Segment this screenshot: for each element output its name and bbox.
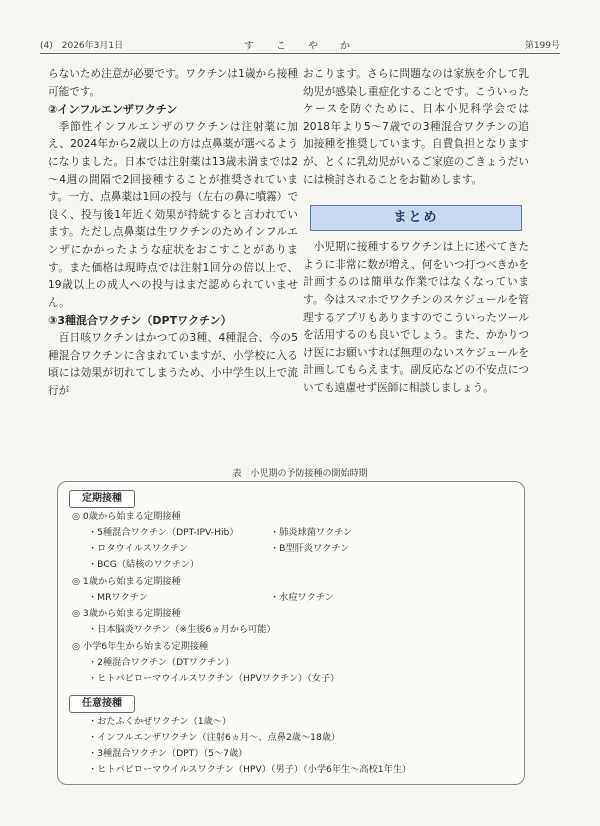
list-item: ・3種混合ワクチン（DPT）（5～7歳） [88,748,248,759]
list-item: ・MRワクチン [88,592,148,603]
vaccine-schedule-box [57,481,525,785]
list-item: ・ロタウイルスワクチン [88,543,189,554]
group-age0: ◎ 0歳から始まる定期接種 [72,511,181,522]
header-rule [40,53,560,54]
list-item: ・おたふくかぜワクチン（1歳～） [88,716,232,727]
paragraph-dpt-continued: おこります。さらに問題なのは家族を介して乳幼児が感染し重症化することです。こういったケースを防ぐために、日本小児科学会では2018年より5～7歳での3種混合ワクチンの追加接種を推奨しています。自費負担となりますが、とくに乳幼児がいるご家庭のごきょうだいには検討されることをお勧めします。 [303,68,529,186]
routine-section-title: 定期接種 [69,490,135,508]
optional-section-title: 任意接種 [69,695,135,713]
paragraph-continued: らないため注意が必要です。ワクチンは1歳から接種可能です。 [48,68,298,98]
list-item: ・BCG（結核のワクチン） [88,559,200,570]
list-item: ・ヒトパピローマウイルスワクチン（HPV）（男子）（小学6年生～高校1年生） [88,764,412,775]
list-item: ・2種混合ワクチン（DTワクチン） [88,657,235,668]
list-item: ・インフルエンザワクチン（注射6ヵ月～、点鼻2歳～18歳） [88,732,341,743]
list-item: ・水痘ワクチン [270,592,334,603]
summary-heading: まとめ [310,205,522,231]
list-item: ・肺炎球菌ワクチン [270,527,353,538]
right-column [303,66,529,398]
list-item: ・ヒトパピローマウイルスワクチン（HPVワクチン）（女子） [88,673,340,684]
group-grade6: ◎ 小学6年生から始まる定期接種 [72,641,209,652]
page-date: (4) 2026年3月1日 [40,41,124,51]
heading-influenza: ②インフルエンザワクチン [48,103,178,117]
page-header [40,38,560,52]
group-age1: ◎ 1歳から始まる定期接種 [72,576,181,587]
left-column [48,66,298,400]
issue-number: 第199号 [524,41,560,51]
paragraph-summary: 小児期に接種するワクチンは上に述べてきたように非常に数が増え、何をいつ打つべきかを計画するのは簡単な作業ではなくなっています。今はスマホでワクチンのスケジュールを管理するアプリもありますのでこういったツールを活用するのも良いでしょう。また、かかりつけ医にお願いすれば無理のないスケジュールを計画してもらえます。副反応などの不安点についても遠慮せず医師に相談しましょう。 [303,241,529,394]
paragraph-influenza: 季節性インフルエンザのワクチンは注射薬に加え、2024年から2歳以上の方は点鼻薬が選べるようになりました。日本では注射薬は13歳未満までは2～4週の間隔で2回接種することが推奨されています。一方、点鼻薬は1回の投与（左右の鼻に噴霧）で良く、投与後1年近く効果が持続すると言われています。ただし点鼻薬は生ワクチンのためインフルエンザにかかったような症状をおこすことがあります。また価格は現時点では注射1回分の倍以上で、19歳以上の成人への投与はまだ認められていません。 [48,120,298,309]
table-caption: 表 小児期の予防接種の開始時期 [232,469,368,479]
list-item: ・5種混合ワクチン（DPT-IPV-Hib） [88,527,239,538]
list-item: ・B型肝炎ワクチン [270,543,350,554]
paragraph-dpt: 百日咳ワクチンはかつての3種、4種混合、今の5種混合ワクチンに含まれていますが、小学校に入る頃には効果が切れてしまうため、小中学生以上で流行が [48,331,298,397]
newsletter-title: す こ や か [244,41,356,52]
group-age3: ◎ 3歳から始まる定期接種 [72,608,181,619]
list-item: ・日本脳炎ワクチン（※生後6ヵ月から可能） [88,624,276,635]
heading-dpt: ③3種混合ワクチン（DPTワクチン） [48,314,232,328]
